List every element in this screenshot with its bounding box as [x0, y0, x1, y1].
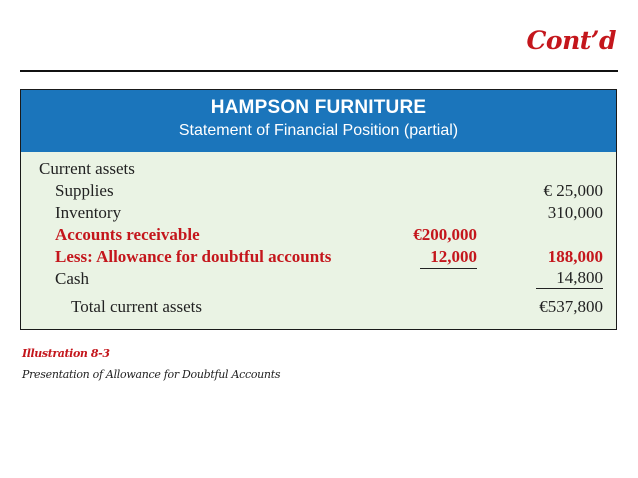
row-label: Total current assets [71, 297, 202, 316]
row-subamount: €200,000 [413, 225, 477, 244]
company-name: HAMPSON FURNITURE [210, 97, 427, 118]
row-label: Cash [55, 269, 89, 288]
row-total-current-assets [21, 296, 616, 318]
row-amount: 310,000 [547, 203, 603, 222]
statement-header [21, 90, 616, 152]
financial-statement [20, 89, 617, 330]
row-label: Supplies [55, 181, 114, 200]
row-label: Inventory [55, 203, 122, 222]
slide-title: Cont’d [526, 26, 616, 55]
row-label: Current assets [39, 159, 135, 178]
row-subamount: 12,000 [420, 246, 477, 269]
row-allowance [21, 246, 616, 268]
row-amount: 14,800 [536, 268, 603, 289]
title-divider [20, 70, 618, 72]
row-inventory [21, 202, 616, 224]
row-label: Accounts receivable [55, 225, 200, 244]
illustration-label: Illustration 8-3 [22, 347, 110, 360]
row-cash [21, 268, 616, 290]
illustration-caption: Presentation of Allowance for Doubtful Accounts [22, 368, 281, 381]
row-current-assets [21, 158, 616, 180]
row-amount: 188,000 [547, 247, 603, 266]
row-accounts-receivable [21, 224, 616, 246]
row-amount: € 25,000 [543, 181, 603, 200]
row-supplies [21, 180, 616, 202]
statement-title: Statement of Financial Position (partial) [178, 122, 459, 139]
statement-rows [21, 152, 616, 318]
row-label: Less: Allowance for doubtful accounts [55, 247, 332, 266]
row-amount: €537,800 [539, 297, 603, 316]
